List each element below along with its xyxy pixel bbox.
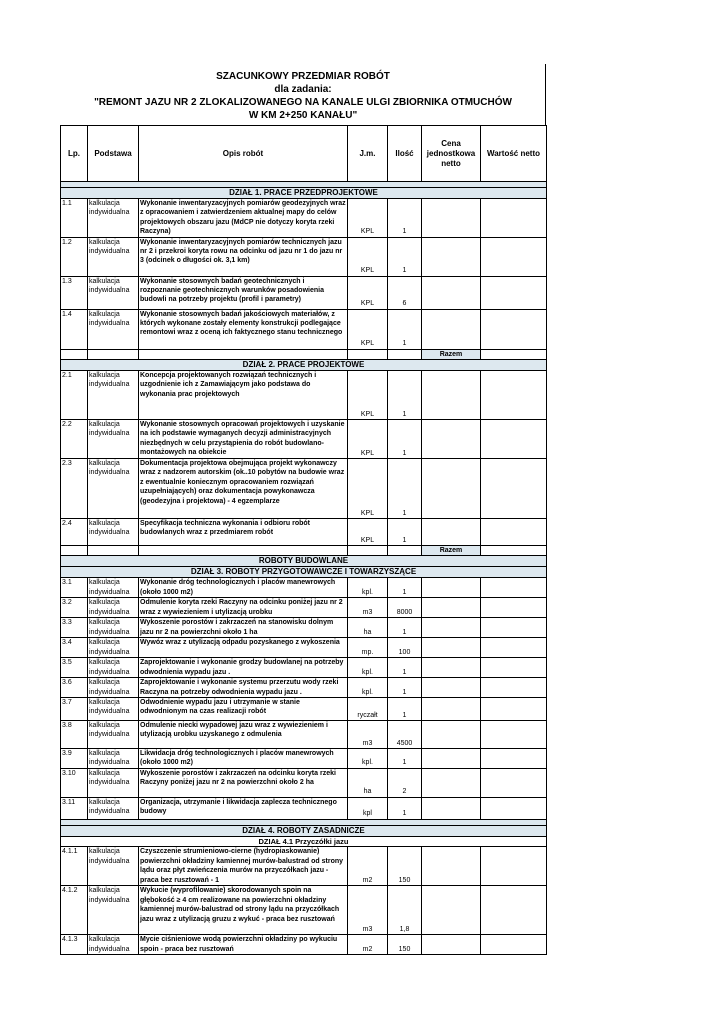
row-cena [422,721,481,749]
header-lp: Lp. [61,126,88,182]
header-podstawa: Podstawa [88,126,139,182]
table-row [61,721,547,749]
table-row [61,309,547,349]
row-podstawa: kalkulacja indywidualna [88,678,139,698]
row-podstawa: kalkulacja indywidualna [88,768,139,797]
row-ilosc: 1 [388,618,422,638]
razem-empty-cell [139,349,348,359]
row-podstawa: kalkulacja indywidualna [88,847,139,886]
row-wartosc [481,886,547,935]
razem-empty-cell [388,349,422,359]
row-ilosc: 4500 [388,721,422,749]
row-opis: Odwodnienie wypadu jazu i utrzymanie w stanie odwodnionym na czas realizacji robót [139,698,348,721]
row-ilosc: 1 [388,371,422,420]
row-jm: m3 [348,886,388,935]
row-jm: KPL [348,199,388,238]
row-opis: Specyfikacja techniczna wykonania i odbioru robót budowlanych wraz z przedmiarem robót [139,519,348,546]
row-opis: Odmulenie koryta rzeki Raczyny na odcinku poniżej jazu nr 2 wraz z wywiezieniem i utylizacją urobku [139,598,348,618]
row-opis: Wywóz wraz z utylizacją odpadu pozyskanego z wykoszenia [139,638,348,658]
row-cena [422,935,481,955]
row-jm: kpl. [348,578,388,598]
row-opis: Wykonanie stosownych opracowań projektowych i uzyskanie na ich podstawie wymaganych decyzji administracyjnych niezbędnych w celu przystąpienia do robót budowlano-montażowych na obiekcie [139,420,348,459]
razem-empty-cell [61,349,88,359]
row-lp: 1.3 [61,276,88,309]
row-lp: 4.1.1 [61,847,88,886]
table-row [61,658,547,678]
row-opis: Czyszczenie strumieniowo-cierne (hydropiaskowanie) powierzchni okładziny kamiennej murów-balustrad od strony lądu oraz płyt zwieńczenia murów na przyczółkach jazu - praca bez rusztowań - 1 [139,847,348,886]
row-podstawa: kalkulacja indywidualna [88,371,139,420]
title-line-4: W KM 2+250 KANAŁU" [248,110,358,121]
row-cena [422,309,481,349]
row-wartosc [481,237,547,276]
row-cena [422,459,481,519]
row-wartosc [481,309,547,349]
row-lp: 3.8 [61,721,88,749]
header-opis: Opis robót [139,126,348,182]
razem-empty-cell [388,546,422,556]
row-lp: 2.3 [61,459,88,519]
row-cena [422,276,481,309]
row-jm: kpl [348,797,388,819]
row-podstawa: kalkulacja indywidualna [88,658,139,678]
row-podstawa: kalkulacja indywidualna [88,935,139,955]
row-cena [422,886,481,935]
row-ilosc: 150 [388,847,422,886]
row-opis: Wykonanie inwentaryzacyjnych pomiarów geodezyjnych wraz z opracowaniem i zatwierdzeniem aktualnej mapy do celów projektowych obszaru jazu (MdCP nie dotyczy koryta rzeki Raczyna) [140,200,346,236]
row-lp: 4.1.2 [61,886,88,935]
row-podstawa: kalkulacja indywidualna [88,578,139,598]
table-row [61,199,547,238]
row-wartosc [481,749,547,769]
header-cena-line2: jednostkowa [426,148,476,158]
razem-row [61,349,547,359]
row-jm: mp. [348,638,388,658]
section-title: ROBOTY BUDOWLANE [61,556,547,567]
row-podstawa: kalkulacja indywidualna [88,749,139,769]
title-line-1: SZACUNKOWY PRZEDMIAR ROBÓT [216,71,390,82]
razem-empty-cell [88,349,139,359]
row-cena [422,598,481,618]
row-podstawa: kalkulacja indywidualna [88,797,139,819]
row-wartosc [481,698,547,721]
row-cena [422,371,481,420]
row-ilosc: 1 [388,698,422,721]
row-lp: 3.4 [61,638,88,658]
row-ilosc: 1 [388,199,422,238]
section-header-row [61,836,547,847]
row-wartosc [481,638,547,658]
row-jm: m2 [348,847,388,886]
row-jm: ha [348,768,388,797]
row-podstawa: kalkulacja indywidualna [88,698,139,721]
row-podstawa: kalkulacja indywidualna [88,309,139,349]
table-row [61,237,547,276]
row-opis: Koncepcja projektowanych rozwiązań technicznych i uzgodnienie ich z Zamawiającym jako podstawa do wykonania prac projektowych [139,371,348,420]
razem-row [61,546,547,556]
row-lp: 3.11 [61,797,88,819]
row-podstawa: kalkulacja indywidualna [88,276,139,309]
table-row [61,935,547,955]
row-ilosc: 8000 [388,598,422,618]
razem-empty-cell [88,546,139,556]
row-wartosc [481,578,547,598]
row-podstawa: kalkulacja indywidualna [88,420,139,459]
row-ilosc: 100 [388,638,422,658]
row-podstawa: kalkulacja indywidualna [88,638,139,658]
razem-label: Razem [422,349,481,359]
row-wartosc [481,598,547,618]
razem-empty-cell [348,546,388,556]
table-row [61,371,547,420]
row-lp: 1.4 [61,309,88,349]
row-jm: m3 [348,598,388,618]
cost-estimate-table [60,125,547,955]
row-lp: 2.4 [61,519,88,546]
row-cena [422,768,481,797]
row-lp: 3.6 [61,678,88,698]
row-jm: KPL [348,519,388,546]
row-opis: Mycie ciśnieniowe wodą powierzchni okładziny po wykuciu spoin - praca bez rusztowań [139,935,348,955]
row-jm: KPL [348,371,388,420]
row-podstawa: kalkulacja indywidualna [88,459,139,519]
row-podstawa: kalkulacja indywidualna [88,237,139,276]
row-opis: Dokumentacja projektowa obejmująca projekt wykonawczy wraz z nadzorem autorskim (ok..10 pobytów na budowie wraz z ewentualnie koniecznym opracowaniem rozwiązań uzupełniających) oraz dokumentacja powykonawcza (geodezyjna i projektowa) - 4 egzemplarze [139,459,348,519]
razem-value-cell [481,546,547,556]
row-wartosc [481,199,547,238]
row-lp: 3.10 [61,768,88,797]
row-ilosc: 150 [388,935,422,955]
header-cena-line3: netto [441,158,461,168]
header-ilosc: Ilość [388,126,422,182]
row-lp: 3.2 [61,598,88,618]
row-jm: KPL [348,309,388,349]
row-podstawa: kalkulacja indywidualna [88,519,139,546]
row-wartosc [481,721,547,749]
razem-empty-cell [139,546,348,556]
row-ilosc: 1 [388,420,422,459]
row-jm: KPL [348,420,388,459]
row-wartosc [481,276,547,309]
row-cena [422,618,481,638]
table-row [61,578,547,598]
row-wartosc [481,847,547,886]
table-row [61,698,547,721]
table-row [61,886,547,935]
row-cena [422,658,481,678]
table-row [61,749,547,769]
row-ilosc: 1 [388,237,422,276]
row-cena [422,237,481,276]
row-podstawa: kalkulacja indywidualna [88,721,139,749]
razem-empty-cell [61,546,88,556]
row-opis: Wykonanie stosownych badań jakościowych materiałów, z których wykonane zostały elementy konstrukcji podlegające remontowi wraz z oceną ich faktycznego stanu technicznego [139,309,348,349]
table-row [61,678,547,698]
row-lp: 2.1 [61,371,88,420]
row-opis: Wykonanie inwentaryzacyjnych pomiarów technicznych jazu nr 2 i przekroi koryta rowu na odcinku od jazu nr 1 do jazu nr 3 (odcinek o długości ok. 3,1 km) [139,237,348,276]
row-lp: 2.2 [61,420,88,459]
row-cena [422,578,481,598]
row-ilosc: 1 [388,678,422,698]
header-cena [422,126,481,182]
section-header-row [61,360,547,371]
row-jm: kpl. [348,678,388,698]
row-jm: KPL [348,459,388,519]
row-lp: 3.5 [61,658,88,678]
row-ilosc: 1 [388,749,422,769]
row-opis: Wykoszenie porostów i zakrzaczeń na odcinku koryta rzeki Raczyny poniżej jazu nr 2 na powierzchni około 2 ha [139,768,348,797]
row-cena [422,199,481,238]
section-title: DZIAŁ 4. ROBOTY ZASADNICZE [61,825,547,836]
table-row [61,276,547,309]
row-cena [422,519,481,546]
header-jm: J.m. [348,126,388,182]
row-jm: KPL [348,276,388,309]
section-header-row [61,188,547,199]
row-lp: 3.1 [61,578,88,598]
row-cena [422,638,481,658]
row-ilosc: 6 [388,276,422,309]
razem-value-cell [481,349,547,359]
title-line-2: dla zadania: [274,84,332,95]
row-cena [422,678,481,698]
row-wartosc [481,459,547,519]
section-title: DZIAŁ 3. ROBOTY PRZYGOTOWAWCZE I TOWARZYSZĄCE [61,567,547,578]
section-title: DZIAŁ 1. PRACE PRZEDPROJEKTOWE [61,188,547,199]
row-cena [422,698,481,721]
row-cena [422,420,481,459]
section-title: DZIAŁ 4.1 Przyczółki jazu [61,836,547,847]
row-lp: 3.7 [61,698,88,721]
row-opis: Organizacja, utrzymanie i likwidacja zaplecza technicznego budowy [139,797,348,819]
row-ilosc: 1,8 [388,886,422,935]
row-jm: m2 [348,935,388,955]
row-wartosc [481,678,547,698]
section-header-row [61,825,547,836]
row-podstawa: kalkulacja indywidualna [88,886,139,935]
row-ilosc: 1 [388,658,422,678]
row-opis: Wykonanie stosownych badań geotechnicznych i rozpoznanie geotechnicznych warunków posadowienia budowli na potrzeby projektu (profil i parametry) [139,276,348,309]
document-title [60,70,546,122]
row-podstawa: kalkulacja indywidualna [88,618,139,638]
row-wartosc [481,371,547,420]
row-wartosc [481,658,547,678]
row-opis: Wykonanie dróg technologicznych i placów manewrowych (około 1000 m2) [139,578,348,598]
row-ilosc: 1 [388,459,422,519]
row-ilosc: 1 [388,578,422,598]
table-row [61,638,547,658]
row-cena [422,847,481,886]
row-wartosc [481,420,547,459]
row-opis: Zaprojektowanie i wykonanie systemu przerzutu wody rzeki Raczyna na potrzeby odwodnienia wypadu jazu . [139,678,348,698]
row-opis: Zaprojektowanie i wykonanie grodzy budowlanej na potrzeby odwodnienia wypadu jazu . [139,658,348,678]
row-opis: Wykucie (wyprofilowanie) skorodowanych spoin na głębokość ≥ 4 cm realizowane na powierzchni okładziny kamiennej murów-balustrad od strony lądu na przyczółkach jazu wraz z utylizacją gruzu z wykuć - praca bez rusztowań [139,886,348,935]
table-row [61,459,547,519]
row-wartosc [481,618,547,638]
razem-label: Razem [422,546,481,556]
section-header-row [61,567,547,578]
row-cena [422,797,481,819]
row-jm: KPL [348,237,388,276]
row-lp: 1.2 [61,237,88,276]
title-line-3: "REMONT JAZU NR 2 ZLOKALIZOWANEGO NA KANALE ULGI ZBIORNIKA OTMUCHÓW [94,97,512,108]
table-header-row [61,126,547,182]
section-header-row [61,556,547,567]
row-podstawa: kalkulacja indywidualna [88,199,139,238]
row-lp: 3.3 [61,618,88,638]
row-ilosc: 1 [388,797,422,819]
row-ilosc: 2 [388,768,422,797]
row-jm: ha [348,618,388,638]
razem-empty-cell [348,349,388,359]
header-wartosc: Wartość netto [481,126,547,182]
table-row [61,420,547,459]
table-row [61,519,547,546]
section-title: DZIAŁ 2. PRACE PROJEKTOWE [61,360,547,371]
table-row [61,598,547,618]
table-row [61,618,547,638]
header-cena-line1: Cena [441,138,461,148]
row-cena [422,749,481,769]
row-ilosc: 1 [388,519,422,546]
table-row [61,847,547,886]
row-ilosc: 1 [388,309,422,349]
row-jm: m3 [348,721,388,749]
row-jm: kpl. [348,658,388,678]
row-jm: ryczałt [348,698,388,721]
row-lp: 3.9 [61,749,88,769]
row-opis: Odmulenie niecki wypadowej jazu wraz z wywiezieniem i utylizacją urobku uzyskanego z odmulenia [139,721,348,749]
row-podstawa: kalkulacja indywidualna [88,598,139,618]
row-wartosc [481,797,547,819]
row-opis: Likwidacja dróg technologicznych i placów manewrowych (około 1000 m2) [139,749,348,769]
row-wartosc [481,935,547,955]
table-row [61,768,547,797]
row-jm: kpl. [348,749,388,769]
row-lp: 1.1 [61,199,88,238]
row-opis: Wykoszenie porostów i zakrzaczeń na stanowisku dolnym jazu nr 2 na powierzchni około 1 ha [139,618,348,638]
row-lp: 4.1.3 [61,935,88,955]
table-row [61,797,547,819]
row-wartosc [481,519,547,546]
row-wartosc [481,768,547,797]
